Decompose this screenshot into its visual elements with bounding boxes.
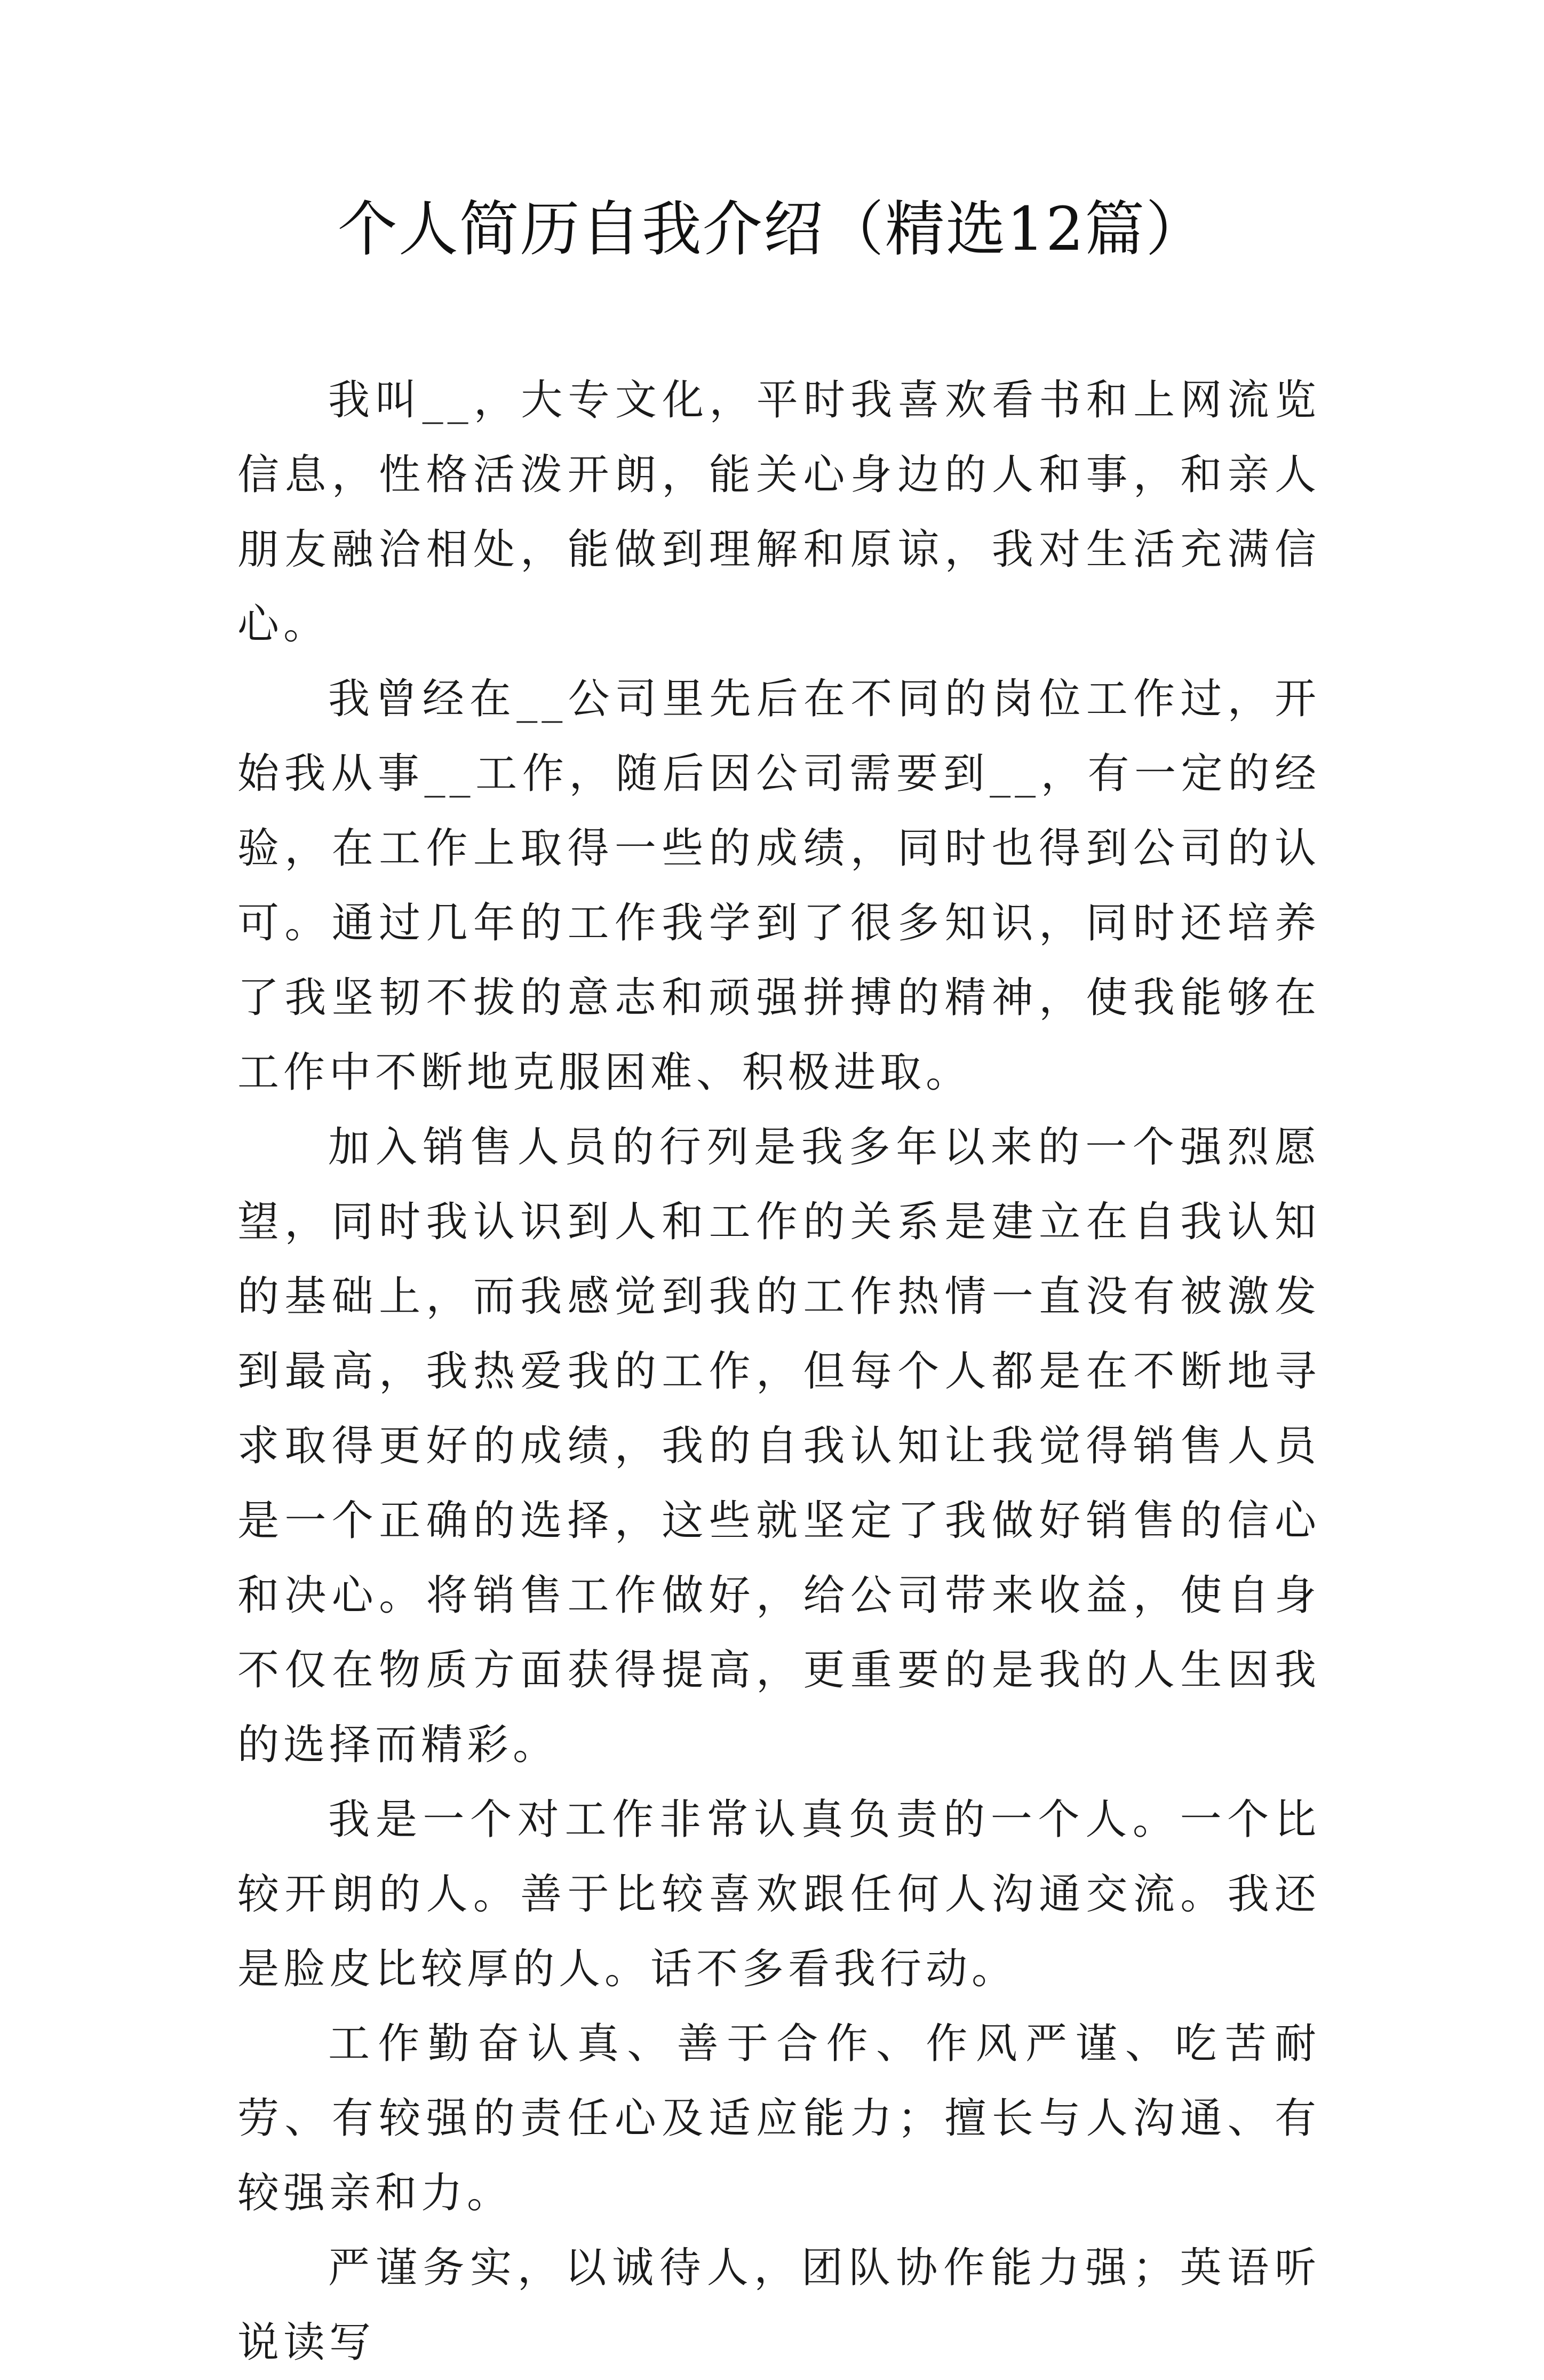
paragraph-4: 我是一个对工作非常认真负责的一个人。一个比较开朗的人。善于比较喜欢跟任何人沟通交流。我还是脸皮比较厚的人。话不多看我行动。 bbox=[237, 1796, 1320, 1993]
paragraph-6: 严谨务实，以诚待人，团队协作能力强；英语听说读写 bbox=[237, 2244, 1320, 2367]
document-title: 个人简历自我介绍（精选12篇） bbox=[337, 195, 1207, 264]
paragraph-5: 工作勤奋认真、善于合作、作风严谨、吃苦耐劳、有较强的责任心及适应能力；擅长与人沟通、有较强亲和力。 bbox=[237, 2020, 1320, 2217]
paragraph-2: 我曾经在__公司里先后在不同的岗位工作过，开始我从事__工作，随后因公司需要到__，有一定的经验，在工作上取得一些的成绩，同时也得到公司的认可。通过几年的工作我学到了很多知识，同时还培养了我坚韧不拔的意志和顽强拼搏的精神，使我能够在工作中不断地克服困难、积极进取。 bbox=[237, 675, 1320, 1097]
paragraph-1: 我叫__，大专文化，平时我喜欢看书和上网流览信息，性格活泼开朗，能关心身边的人和事，和亲人朋友融洽相处，能做到理解和原谅，我对生活充满信心。 bbox=[237, 376, 1320, 648]
document-body bbox=[237, 363, 1320, 2380]
paragraph-3: 加入销售人员的行列是我多年以来的一个强烈愿望，同时我认识到人和工作的关系是建立在自我认知的基础上，而我感觉到我的工作热情一直没有被激发到最高，我热爱我的工作，但每个人都是在不断地寻求取得更好的成绩，我的自我认知让我觉得销售人员是一个正确的选择，这些就坚定了我做好销售的信心和决心。将销售工作做好，给公司带来收益，使自身不仅在物质方面获得提高，更重要的是我的人生因我的选择而精彩。 bbox=[237, 1123, 1320, 1769]
